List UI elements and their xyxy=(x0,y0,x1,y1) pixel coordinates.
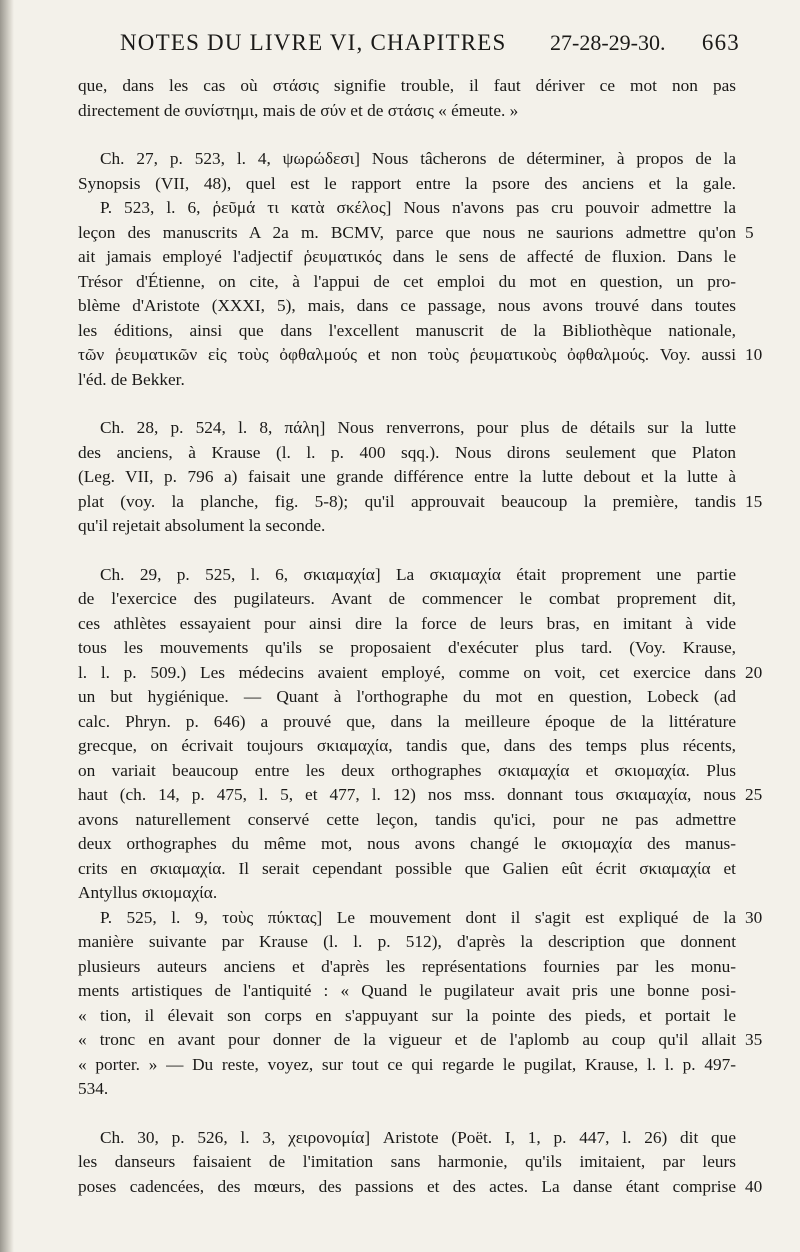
text-line: les danseurs faisaient de l'imitation sans harmonie, qu'ils imitaient, par leurs xyxy=(78,1152,736,1171)
margin-line-number: 40 xyxy=(745,1176,763,1196)
text-line: haut (ch. 14, p. 475, l. 5, et 477, l. 12) nos mss. donnant tous σκιαμαχία, nous xyxy=(78,785,736,804)
text-line: ait jamais employé l'adjectif ῥευματικός dans le sens de affecté de fluxion. Dans le xyxy=(78,247,736,266)
text-line: 534. xyxy=(78,1079,109,1098)
text-line: plat (voy. la planche, fig. 5-8); qu'il approuvait beaucoup la première, tandis xyxy=(78,491,736,511)
text-line: l. l. p. 509.) Les médecins avaient employé, comme on voit, cet exercice dans xyxy=(78,662,736,682)
text-line: que, dans les cas où στάσις signifie trouble, il faut dériver ce mot non pas xyxy=(78,76,736,95)
text-line: leçon des manuscrits A 2a m. BCMV, parce que nous ne saurions admettre qu'on xyxy=(78,222,736,242)
paragraph-gap xyxy=(78,539,736,563)
text-line: « tion, il élevait son corps en s'appuyant sur la pointe des pieds, et portait le xyxy=(78,1005,736,1025)
margin-line-number: 5 xyxy=(745,222,754,242)
page-gutter-shadow xyxy=(0,0,14,1252)
text-line: poses cadencées, des mœurs, des passions et des actes. La danse étant comprise xyxy=(78,1176,736,1196)
text-line: grecque, on écrivait toujours σκιαμαχία, tandis que, dans des temps plus récents, xyxy=(78,736,736,755)
margin-line-number: 20 xyxy=(745,662,763,682)
text-line: l'éd. de Bekker. xyxy=(78,369,185,389)
text-line: Ch. 27, p. 523, l. 4, ψωρώδεσι] Nous tâcherons de déterminer, à propos de la xyxy=(100,149,736,168)
text-line: Ch. 30, p. 526, l. 3, χειρονομία] Aristote (Poët. I, 1, p. 447, l. 26) dit que xyxy=(100,1127,736,1147)
text-line: qu'il rejetait absolument la seconde. xyxy=(78,516,326,535)
text-line: tous les mouvements qu'ils se proposaient d'exécuter plus tard. (Voy. Krause, xyxy=(78,638,736,657)
text-line: ments artistiques de l'antiquité : « Quand le pugilateur avait pris une bonne posi- xyxy=(78,981,736,1000)
margin-line-number: 35 xyxy=(745,1030,763,1049)
text-line: « porter. » — Du reste, voyez, sur tout ce qui regarde le pugilat, Krause, l. l. p. 497- xyxy=(78,1054,736,1074)
text-line: plusieurs auteurs anciens et d'après les représentations fournies par les monu- xyxy=(78,956,736,976)
text-line: P. 523, l. 6, ῥεῦμά τι κατὰ σκέλος] Nous n'avons pas cru pouvoir admettre la xyxy=(100,198,736,217)
header-chapters: 27-28-29-30. xyxy=(550,30,666,55)
text-line: « tronc en avant pour donner de la vigueur et de l'aplomb au coup qu'il allait xyxy=(78,1030,736,1049)
text-line: P. 525, l. 9, τοὺς πύκτας] Le mouvement dont il s'agit est expliqué de la xyxy=(100,907,736,927)
margin-line-number: 30 xyxy=(745,907,763,927)
text-line: un but hygiénique. — Quant à l'orthographe du mot en question, Lobeck (ad xyxy=(78,687,736,706)
text-line: Antyllus σκιομαχία. xyxy=(78,883,218,902)
margin-line-number: 10 xyxy=(745,345,763,364)
header-title: NOTES DU LIVRE VI, CHAPITRES xyxy=(120,30,507,55)
text-line: on variait beaucoup entre les deux orthographes σκιαμαχία et σκιομαχία. Plus xyxy=(78,760,736,780)
page-number: 663 xyxy=(701,30,740,55)
text-line: de l'exercice des pugilateurs. Avant de commencer le combat proprement dit, xyxy=(78,589,736,608)
margin-line-number: 25 xyxy=(745,785,763,804)
running-header xyxy=(120,30,740,64)
text-line: Ch. 29, p. 525, l. 6, σκιαμαχία] La σκιαμαχία était proprement une partie xyxy=(100,564,736,584)
notes-body xyxy=(78,74,736,1199)
text-line: Ch. 28, p. 524, l. 8, πάλη] Nous renverrons, pour plus de détails sur la lutte xyxy=(100,418,736,437)
text-line: les éditions, ainsi que dans l'excellent manuscrit de la Bibliothèque nationale, xyxy=(78,320,736,340)
text-line: des anciens, à Krause (l. l. p. 400 sqq.). Nous dirons seulement que Platon xyxy=(78,442,736,462)
text-line: τῶν ῥευματικῶν εἰς τοὺς ὀφθαλμούς et non τοὺς ῥευματικοὺς ὀφθαλμούς. Voy. aussi xyxy=(78,345,736,364)
paragraph-gap xyxy=(78,1102,736,1126)
text-line: (Leg. VII, p. 796 a) faisait une grande différence entre la lutte debout et la lutte à xyxy=(78,467,736,486)
text-line: avons naturellement conservé cette leçon, tandis qu'ici, pour ne pas admettre xyxy=(78,809,736,829)
paragraph-gap xyxy=(78,392,736,416)
paragraph-gap xyxy=(78,123,736,147)
text-line: ces athlètes essayaient pour ainsi dire la force de leurs bras, en imitant à vide xyxy=(78,613,736,633)
text-line: Trésor d'Étienne, on cite, à l'appui de cet emploi du mot en question, un pro- xyxy=(78,271,736,291)
text-line: directement de συνίστημι, mais de σύν et de στάσις « émeute. » xyxy=(78,100,519,120)
margin-line-number: 15 xyxy=(745,491,763,511)
text-line: manière suivante par Krause (l. l. p. 512), d'après la description que donnent xyxy=(78,932,736,951)
text-line: deux orthographes du même mot, nous avons changé le σκιομαχία des manus- xyxy=(78,834,736,853)
text-line: calc. Phryn. p. 646) a prouvé que, dans la meilleure époque de la littérature xyxy=(78,711,736,731)
text-line: Synopsis (VII, 48), quel est le rapport entre la psore des anciens et la gale. xyxy=(78,173,736,193)
text-line: blème d'Aristote (XXXI, 5), mais, dans ce passage, nous avons trouvé dans toutes xyxy=(78,296,736,315)
text-line: crits en σκιαμαχία. Il serait cependant possible que Galien eût écrit σκιαμαχία et xyxy=(78,858,736,878)
